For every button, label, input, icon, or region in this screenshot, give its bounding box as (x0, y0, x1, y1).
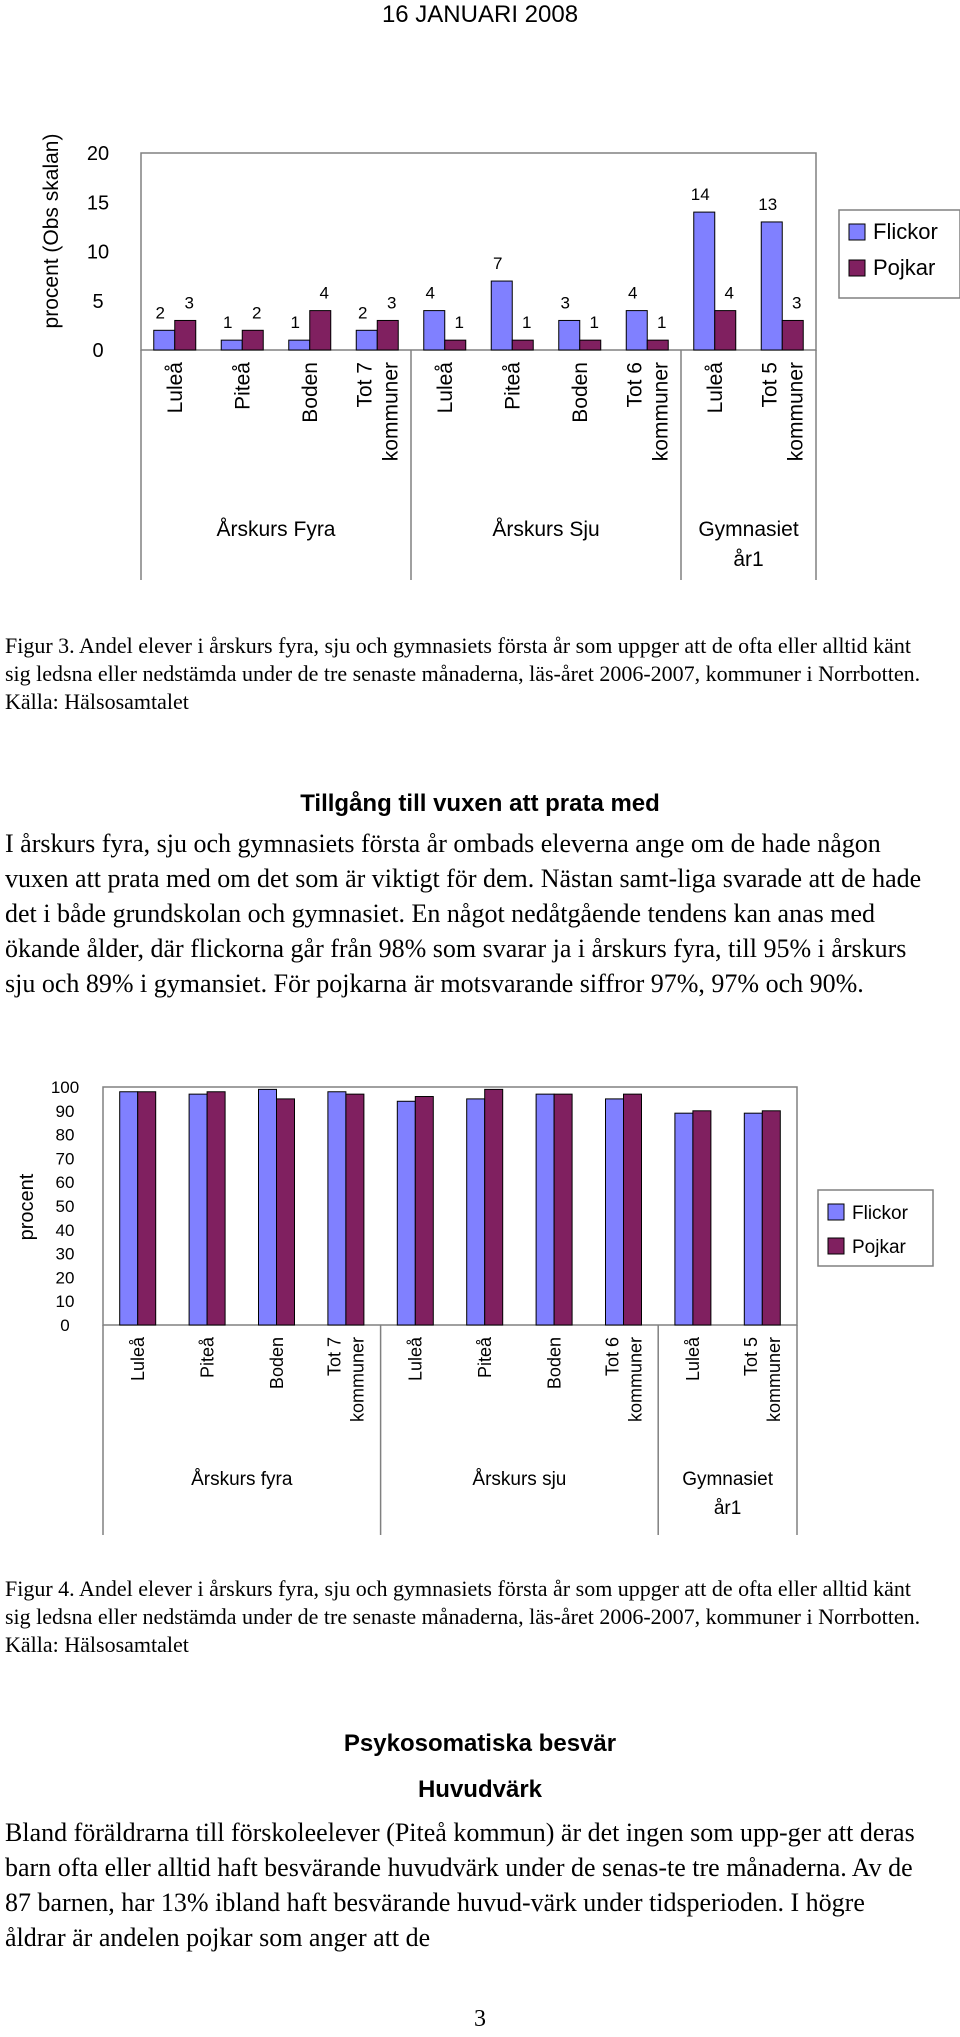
bar-flickor (467, 1099, 485, 1325)
category-label: Piteå (501, 362, 525, 410)
bar-flickor (491, 281, 512, 350)
chart-figure4 (0, 1070, 960, 1540)
y-axis-label: procent (16, 1173, 38, 1241)
bar-flickor (694, 212, 715, 350)
category-label: Tot 5 kommuner (741, 1337, 785, 1423)
bar-pojkar (715, 311, 736, 350)
bar-flickor (626, 311, 647, 350)
data-label: 7 (493, 254, 503, 274)
bar-flickor (189, 1094, 207, 1325)
chart-figure3 (0, 100, 960, 700)
category-label: Boden (266, 1337, 287, 1390)
category-label: Piteå (475, 1337, 495, 1379)
bar-flickor (744, 1113, 762, 1325)
y-tick-label: 40 (55, 1220, 75, 1240)
y-tick-label: 60 (55, 1173, 75, 1193)
data-label: 1 (657, 313, 667, 333)
figure3-source: Källa: Hälsosamtalet (5, 689, 189, 714)
data-label: 4 (319, 283, 329, 303)
data-label: 4 (628, 283, 638, 303)
bar-pojkar (277, 1099, 295, 1325)
y-tick-label: 80 (55, 1125, 75, 1145)
legend-label: Flickor (852, 1203, 908, 1224)
y-tick-label: 15 (86, 192, 110, 215)
bar-flickor (120, 1092, 138, 1325)
y-tick-label: 90 (55, 1101, 75, 1121)
data-label: 4 (425, 283, 435, 303)
data-label: 1 (223, 313, 233, 333)
group-label: Gymnasiet år1 (698, 518, 799, 571)
y-tick-label: 20 (55, 1268, 75, 1288)
bar-pojkar (242, 330, 263, 350)
category-label: Luleå (405, 1337, 426, 1382)
bar-pojkar (377, 320, 398, 350)
group-label: Årskurs Sju (492, 518, 600, 541)
bar-flickor (154, 330, 175, 350)
group-label: Årskurs Fyra (216, 518, 336, 541)
figure3-caption (5, 632, 925, 716)
bar-pojkar (647, 340, 668, 350)
data-label: 3 (560, 293, 570, 313)
data-label: 1 (522, 313, 532, 333)
section2-paragraph: Bland föräldrarna till förskoleelever (Piteå kommun) är det ingen som upp-ger att deras barn ofta eller alltid haft besvärande huvudvärk under de senas-te tre månaderna. Av de 87 barnen, har 13% ibland haft besvärande huvud-värk under tidsperioden. I högre åldrar är andelen pojkar som anger att de (5, 1818, 915, 1952)
bar-pojkar (346, 1094, 364, 1325)
bar-flickor (761, 222, 782, 350)
section-heading-vuxen: Tillgång till vuxen att prata med (300, 790, 660, 817)
data-label: 1 (290, 313, 300, 333)
category-label: Tot 5 kommuner (758, 362, 808, 462)
figure4-caption (5, 1575, 925, 1659)
bar-pojkar (175, 320, 196, 350)
y-tick-label: 0 (60, 1315, 70, 1335)
y-tick-label: 0 (92, 340, 104, 362)
bar-flickor (675, 1113, 693, 1325)
figure3-caption-text: Figur 3. Andel elever i årskurs fyra, sju och gymnasiets första år som uppger att de ofta eller alltid känt sig ledsna eller nedstämda under de tre senaste månaderna, läs-året 2006-2007, kommuner i Norrbotten. (5, 633, 921, 686)
category-label: Boden (299, 362, 323, 423)
section2-body (5, 1815, 925, 1955)
data-label: 1 (589, 313, 599, 333)
category-label: Luleå (704, 362, 728, 414)
legend-swatch-pojkar (828, 1238, 844, 1254)
legend-label: Flickor (873, 219, 938, 244)
data-label: 2 (358, 303, 368, 323)
y-tick-label: 5 (92, 290, 104, 313)
section-subheading-huvudvark: Huvudvärk (417, 1776, 543, 1803)
legend-label: Pojkar (852, 1237, 906, 1258)
y-tick-label: 50 (55, 1196, 75, 1216)
group-label: Gymnasiet år1 (682, 1469, 774, 1519)
category-label: Boden (569, 362, 593, 423)
data-label: 3 (387, 293, 397, 313)
bar-flickor (356, 330, 377, 350)
bar-flickor (606, 1099, 624, 1325)
y-tick-label: 30 (55, 1244, 75, 1264)
category-label: Piteå (197, 1337, 218, 1379)
bar-flickor (559, 320, 580, 350)
bar-pojkar (580, 340, 601, 350)
bar-pojkar (554, 1094, 572, 1325)
bar-pojkar (693, 1111, 711, 1325)
category-label: Tot 7 kommuner (353, 362, 403, 462)
legend-swatch-flickor (849, 224, 865, 240)
legend-swatch-pojkar (849, 260, 865, 276)
legend-swatch-flickor (828, 1204, 844, 1220)
bar-flickor (424, 311, 445, 350)
category-label: Tot 7 kommuner (324, 1337, 368, 1423)
legend-label: Pojkar (873, 255, 936, 280)
bar-pojkar (624, 1094, 642, 1325)
bar-flickor (259, 1089, 277, 1325)
category-label: Boden (544, 1337, 565, 1390)
category-label: Luleå (683, 1337, 704, 1382)
bar-pojkar (310, 311, 331, 350)
y-tick-label: 100 (50, 1077, 80, 1097)
bar-pojkar (138, 1092, 156, 1325)
bar-flickor (328, 1092, 346, 1325)
category-label: Tot 6 kommuner (623, 362, 673, 462)
bar-pojkar (762, 1111, 780, 1325)
figure4-caption-text: Figur 4. Andel elever i årskurs fyra, sju och gymnasiets första år som uppger att de ofta eller alltid känt sig ledsna eller nedstämda under de tre senaste månaderna, läs-året 2006-2007, kommuner i Norrbotten. (5, 1576, 921, 1629)
y-tick-label: 70 (55, 1149, 75, 1169)
page-number: 3 (474, 2006, 486, 2032)
category-label: Piteå (231, 362, 255, 410)
data-label: 14 (690, 185, 710, 205)
data-label: 4 (724, 283, 734, 303)
figure4-source: Källa: Hälsosamtalet (5, 1632, 189, 1657)
bar-pojkar (782, 320, 803, 350)
bar-pojkar (512, 340, 533, 350)
bar-pojkar (207, 1092, 225, 1325)
bar-flickor (397, 1101, 415, 1325)
bar-pojkar (415, 1097, 433, 1325)
data-label: 3 (792, 293, 802, 313)
category-label: Luleå (434, 362, 458, 414)
y-tick-label: 20 (86, 143, 110, 165)
data-label: 2 (252, 303, 262, 323)
y-axis-label: procent (Obs skalan) (40, 133, 63, 329)
y-tick-label: 10 (86, 241, 110, 264)
data-label: 13 (758, 194, 778, 214)
bar-pojkar (485, 1089, 503, 1325)
page-header-date: 16 JANUARI 2008 (381, 1, 579, 28)
data-label: 3 (184, 293, 194, 313)
section-heading-psykosomatiska: Psykosomatiska besvär (343, 1730, 617, 1757)
category-label: Luleå (164, 362, 188, 414)
section1-paragraph: I årskurs fyra, sju och gymnasiets första år ombads eleverna ange om de hade någon vuxen att prata med om det som är viktigt för dem. Nästan samt-liga svarade att de hade det i både grundskolan och gymnasiet. En något nedåtgående tendens kan anas med ökande ålder, där flickorna går från 98% som svarar ja i årskurs fyra, till 95% i årskurs sju och 89% i gymansiet. För pojkarna är motsvarande siffror 97%, 97% och 90%. (5, 829, 922, 998)
data-label: 1 (454, 313, 464, 333)
bar-flickor (536, 1094, 554, 1325)
category-label: Tot 6 kommuner (602, 1337, 646, 1423)
section1-body (5, 826, 925, 1001)
bar-flickor (289, 340, 310, 350)
y-tick-label: 10 (55, 1292, 75, 1312)
bar-flickor (221, 340, 242, 350)
category-label: Luleå (128, 1337, 148, 1382)
data-label: 2 (155, 303, 165, 323)
group-label: Årskurs fyra (191, 1469, 293, 1490)
group-label: Årskurs sju (472, 1469, 567, 1490)
bar-pojkar (445, 340, 466, 350)
